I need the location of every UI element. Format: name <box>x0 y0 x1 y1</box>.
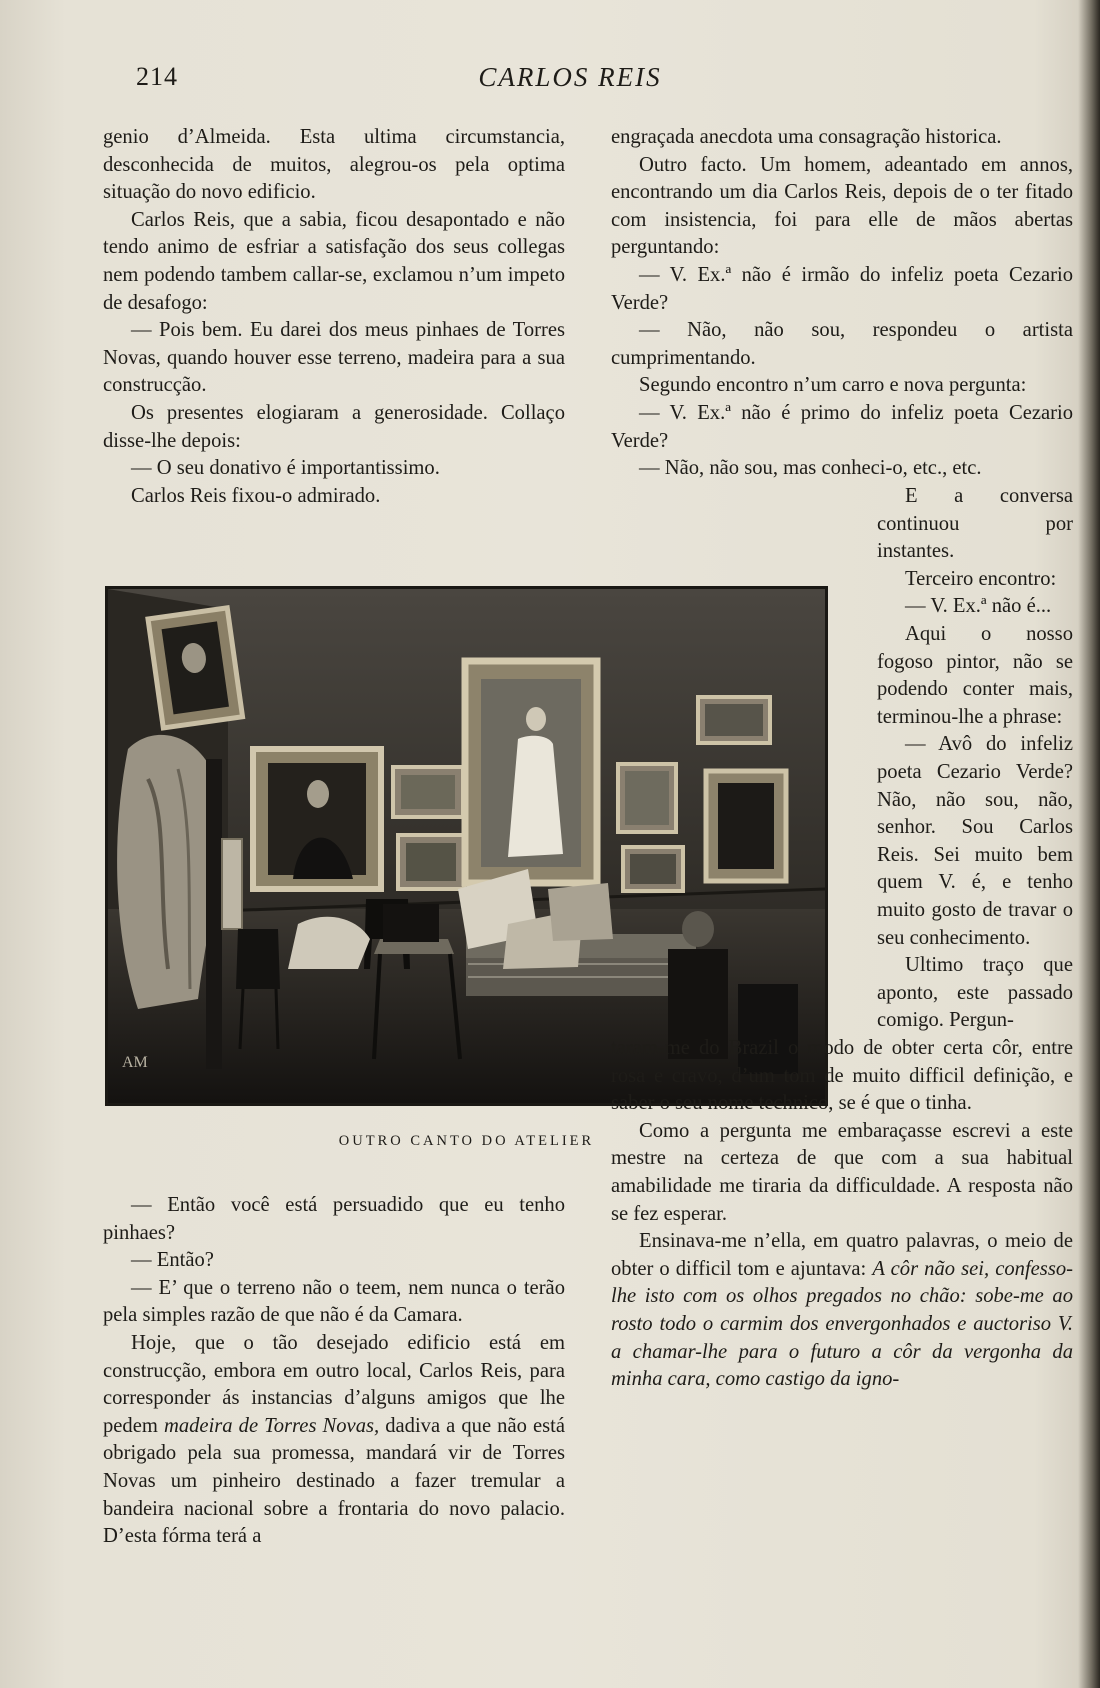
paragraph: — Não, não sou, mas conheci-o, etc., etc. <box>639 457 982 480</box>
paragraph: Ultimo traço que aponto, este passado comigo. Pergun- <box>877 954 1073 1032</box>
figure-caption: OUTRO CANTO DO ATELIER <box>338 1133 595 1149</box>
paragraph: — O seu donativo é importantissimo. <box>131 457 440 480</box>
atelier-photograph <box>105 586 828 1106</box>
atelier-photo-illustration <box>108 589 825 1103</box>
paragraph: engraçada anecdota uma consagração historica. <box>611 126 1002 148</box>
paragraph: Aqui o nosso fogoso pintor, não se podendo conter mais, terminou-lhe a phrase: <box>877 622 1073 728</box>
running-title: CARLOS REIS <box>478 62 662 92</box>
page-edge-shadow <box>1078 0 1100 1688</box>
italic-segment: madeira de Torres Novas, <box>163 1414 380 1437</box>
paragraph: — V. Ex.ª não é primo do infeliz poeta Cezario Verde? <box>611 401 1073 452</box>
paragraph: — Então você está persuadido que eu tenho pinhaes? <box>103 1194 565 1244</box>
paragraph: Segundo encontro n’um carro e nova pergunta: <box>639 374 1027 397</box>
italic-quote: A côr não sei, confesso-lhe isto com os olhos pregados no chão: sobe-me ao rosto todo o carmim dos envergonhados e auctoriso V. a chamar-lhe para o futuro a côr da vergonha da minha cara, como castigo da igno- <box>611 1257 1073 1391</box>
paragraph: Outro facto. Um homem, adeantado em annos, encontrando um dia Carlos Reis, depois de o ter fitado com insistencia, foi para elle de mãos abertas perguntando: <box>611 153 1073 259</box>
photo-monogram: AM <box>122 1054 148 1071</box>
paragraph: Como a pergunta me embaraçasse escrevi a este mestre na certeza de que com a sua habitual amabilidade me tiraria da difficuldade. A resposta não se fez esperar. <box>611 1119 1073 1225</box>
paragraph: Terceiro encontro: <box>905 567 1057 590</box>
paragraph: taram-me do Brazil o modo de obter certa côr, entre rosa e cravo, d’um tom de muito difficil definição, e saber o seu nome technico, se é que o tinha. <box>611 1037 1073 1115</box>
page-number: 214 <box>136 62 178 91</box>
page-header <box>0 62 1100 102</box>
paragraph: Carlos Reis fixou-o admirado. <box>131 484 381 507</box>
paragraph: E a conversa continuou por instantes. <box>877 485 1073 563</box>
paragraph: genio d’Almeida. Esta ultima circumstancia, desconhecida de muitos, alegrou-os pela optima situação do novo edificio. <box>103 126 565 204</box>
paragraph: Os presentes elogiaram a generosidade. Collaço disse-lhe depois: <box>103 401 565 452</box>
paragraph: Carlos Reis, que a sabia, ficou desapontado e não tendo animo de esfriar a satisfação dos seus collegas nem podendo tambem callar-se, exclamou n’um impeto de desafogo: <box>103 208 565 314</box>
paragraph: — Pois bem. Eu darei dos meus pinhaes de Torres Novas, quando houver esse terreno, madeira para a sua construcção. <box>103 319 565 397</box>
paragraph: — V. Ex.ª não é... <box>905 595 1052 618</box>
paragraph: — E’ que o terreno não o teem, nem nunca o terão pela simples razão de que não é da Camara. <box>103 1276 565 1327</box>
left-column-top <box>103 124 565 510</box>
paragraph-intro: Ensinava-me n’ella, em quatro palavras, o meio de obter o difficil tom e ajuntava: <box>611 1230 1073 1280</box>
paragraph: — Então? <box>131 1249 214 1272</box>
paragraph: — Avô do infeliz poeta Cezario Verde? Não, não sou, não, senhor. Sou Carlos Reis. Sei muito bem quem V. é, e tenho muito gosto de travar o seu conhecimento. <box>877 733 1073 949</box>
right-column-wrap <box>877 483 1073 1035</box>
text-segment: Hoje, que o tão desejado edificio está em construcção, embora em outro local, Carlos Reis, para corresponder ás instancias d’alguns amigos que lhe pedem <box>103 1331 565 1437</box>
left-column-bottom <box>103 1192 565 1551</box>
paragraph: — Não, não sou, respondeu o artista cumprimentando. <box>611 319 1073 369</box>
right-column-lower <box>611 1035 1073 1394</box>
text-segment: dadiva a que não está obrigado pela sua promessa, mandará vir de Torres Novas um pinheiro destinado a fazer tremular a bandeira nacional sobre a frontaria do novo palacio. D’esta fórma terá a <box>103 1414 566 1548</box>
paragraph-with-italic <box>103 1330 565 1551</box>
paragraph-with-quote <box>611 1228 1073 1394</box>
right-column-top <box>611 124 1073 483</box>
paragraph: — V. Ex.ª não é irmão do infeliz poeta Cezario Verde? <box>611 263 1073 314</box>
